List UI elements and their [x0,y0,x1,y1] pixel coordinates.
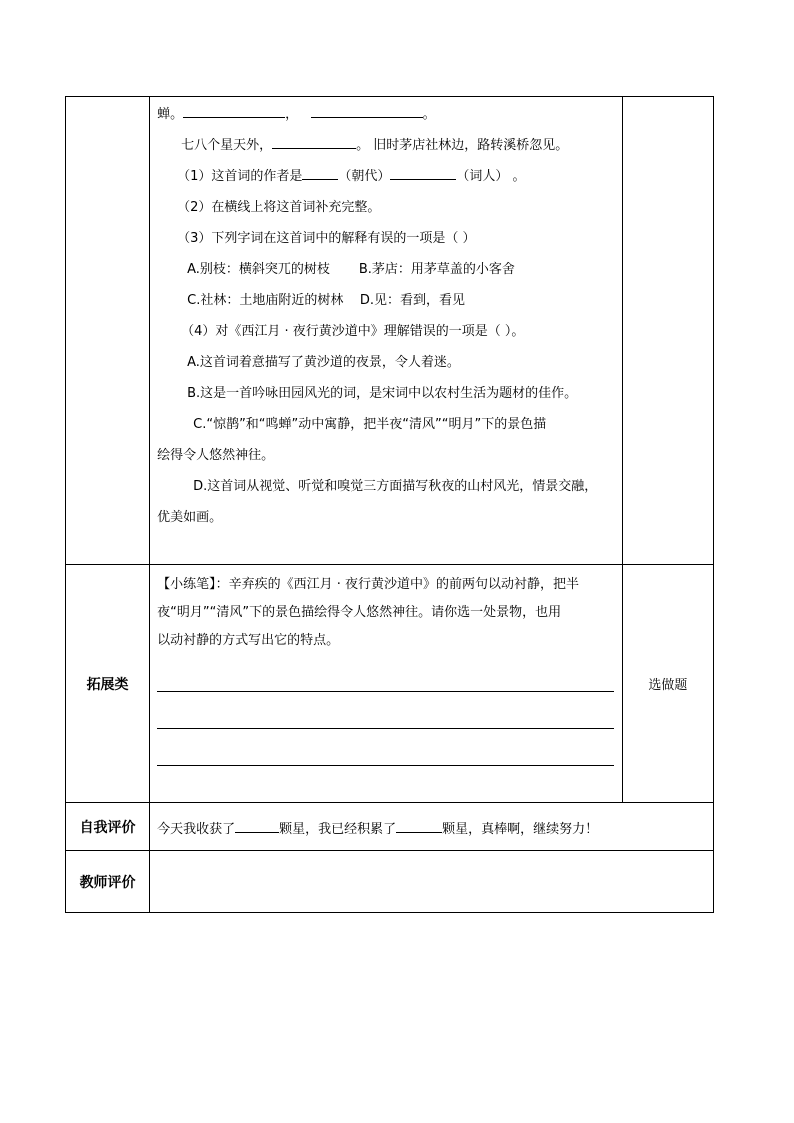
question-1 [157,161,614,192]
question-4-option-c-cont: 绘得令人悠然神往。 [157,448,275,463]
self-eval-text: 今天我收获了 [157,822,236,837]
question-4-option-b[interactable]: B.这是一首吟咏田园风光的词，是宋词中以农村生活为题材的佳作。 [187,386,578,401]
writing-prompt-line-2: 夜“明月”“清风”下的景色描绘得令人悠然神往。请你选一处景物，也用 [157,605,562,620]
worksheet-table [65,96,714,913]
answer-blank[interactable] [311,102,423,118]
stars-today-blank[interactable] [235,817,279,833]
self-eval-text: 颗星，真棒啊，继续努力！ [442,822,599,837]
extension-content [150,565,623,803]
teacher-eval-row [66,851,714,913]
self-eval-category: 自我评价 [66,803,150,851]
teacher-eval-category: 教师评价 [66,851,150,913]
extension-category: 拓展类 [66,565,150,803]
writing-line[interactable] [157,692,614,729]
poem-text: 。 旧时茅店社林边，路转溪桥忽见。 [356,138,569,153]
option-c[interactable]: C.社林：土地庙附近的树林 [187,293,344,308]
option-a[interactable]: A.别枝：横斜突兀的树枝 [187,262,330,277]
question-4: （4）对《西江月 · 夜行黄沙道中》理解错误的一项是（ ）。 [181,324,525,339]
question-text: （1）这首词的作者是 [177,169,303,184]
self-eval-row [66,803,714,851]
dynasty-blank[interactable] [302,164,338,180]
question-4-option-d-cont: 优美如画。 [157,510,223,525]
answer-blank[interactable] [183,102,285,118]
writing-line[interactable] [157,655,614,692]
question-row [66,97,714,565]
question-3: （3）下列字词在这首词中的解释有误的一项是（ ） [177,231,476,246]
option-d[interactable]: D.见：看到，看见 [359,293,466,308]
question-3-options-cd [157,285,614,316]
poem-text: ， [285,107,299,122]
poem-text: 蝉。 [157,107,184,122]
self-eval-content [150,803,714,851]
writing-prompt-line-1: 【小练笔】：辛弃疾的《西江月 · 夜行黄沙道中》的前两句以动衬静，把半 [157,577,580,592]
self-eval-text: 颗星，我已经积累了 [279,822,397,837]
question-note-cell [622,97,713,565]
teacher-eval-content[interactable] [150,851,714,913]
optional-label: 选做题 [622,565,713,803]
question-2: （2）在横线上将这首词补充完整。 [177,200,381,215]
option-b[interactable]: B.茅店：用茅草盖的小客舍 [358,262,515,277]
poet-blank[interactable] [390,164,456,180]
stars-total-blank[interactable] [396,817,442,833]
question-text: （朝代） [338,169,391,184]
poem-text: 七八个星天外， [181,138,273,153]
question-4-option-c[interactable]: C.“惊鹊”和“鸣蝉”动中寓静，把半夜“清风”“明月”下的景色描 [193,417,547,432]
extension-row [66,565,714,803]
poem-text: 。 [422,107,436,122]
question-content [150,97,623,565]
question-4-option-a[interactable]: A.这首词着意描写了黄沙道的夜景，令人着迷。 [187,355,460,370]
question-text: （词人） 。 [456,169,526,184]
question-4-option-d[interactable]: D.这首词从视觉、听觉和嗅觉三方面描写秋夜的山村风光，情景交融， [193,479,598,494]
question-3-options-ab [157,254,614,285]
writing-prompt-line-3: 以动衬静的方式写出它的特点。 [157,633,340,648]
answer-blank[interactable] [272,133,356,149]
writing-line[interactable] [157,729,614,766]
poem-line-2 [157,130,614,161]
question-category-cell [66,97,150,565]
poem-line-1 [157,99,614,130]
